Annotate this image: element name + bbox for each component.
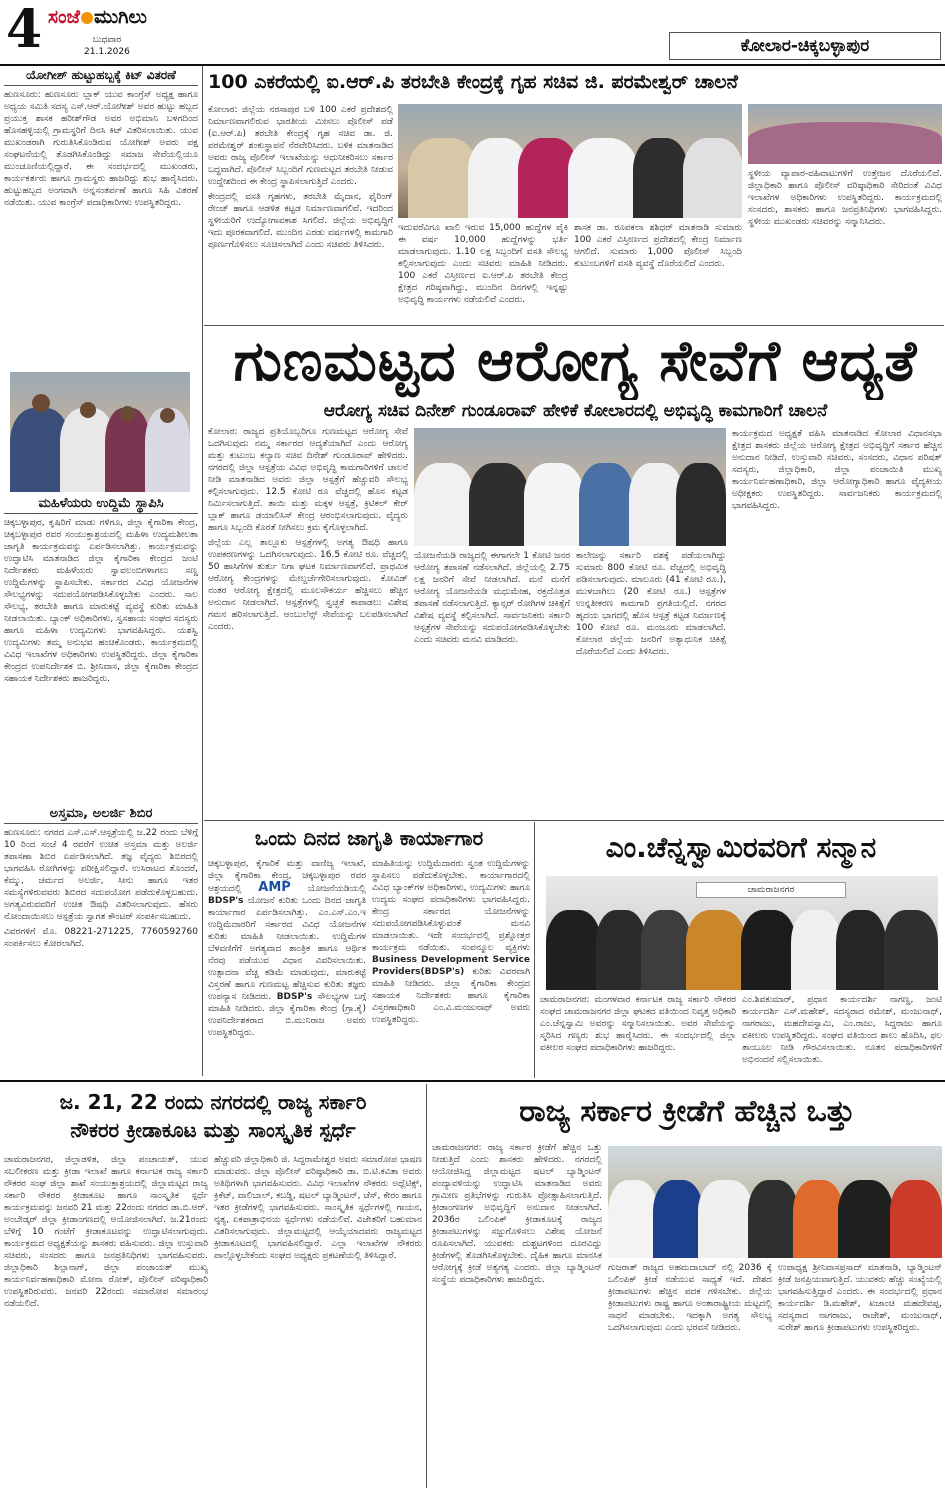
awareness-heading: ಒಂದು ದಿನದ ಜಾಗೃತಿ ಕಾರ್ಯಾಗಾರ [254, 826, 484, 850]
chinnaswamy-photo [546, 876, 938, 990]
divider [0, 1080, 945, 1082]
irp-heading: 100 ಎಕರೆಯಲ್ಲಿ ಐ.ಆರ್.ಪಿ ತರಬೇತಿ ಕೇಂದ್ರಕ್ಕೆ ಗೃಹ ಸಚಿವ ಜಿ. ಪರಮೇಶ್ವರ್ ಚಾಲನೆ [208, 71, 738, 93]
divider [204, 325, 944, 326]
allergy-heading: ಅಸ್ತಮಾ, ಅಲರ್ಜಿ ಶಿಬಿರ [4, 806, 198, 824]
photo-figure [469, 463, 529, 546]
brand-word-b: ಮುಗಿಲು [94, 6, 147, 28]
kit-body: ಹುಣಸೂರು: ಹುಣಸೂರು ಬ್ಲಾಕ್ ಯುವ ಕಾಂಗ್ರೆಸ್ ಅಧ್ಯಕ್ಷ ಹಾಗೂ ಅಧ್ಯಯ ಸಮಿತಿ ಸದಸ್ಯ ಎಸ್.ಆರ್.ಯೋಗೀಶ್ ಅವರ ಹುಟ್ಟು ಹಬ್ಬದ ಪ್ರಯುಕ್ತ ಶಾಸಕ ಹರೀಶ್‌ಗೌಡ ಅವರ ಅಭಿಮಾನಿ ಬಳಗದಿಂದ ಹೊಸಹಳ್ಳಿಯಲ್ಲಿ ಗ್ರಾಮಸ್ಥರಿಗೆ ದಿನಸಿ ಕಿಟ್ ವಿತರಿಸಲಾಯಿತು. ಯುವ ಮುಖಂಡರಾಗಿ ಗುರುತಿಸಿಕೊಂಡಿರುವ ಯೋಗೀಶ್ ಅವರು ಪಕ್ಷ ಸಂಘಟನೆಯಲ್ಲಿ ತೊಡಗಿಸಿಕೊಂಡಿದ್ದು ಸಮಾಜ ಸೇವೆಯಲ್ಲಿಯೂ ಮುಂಚೂಣಿಯಲ್ಲಿದ್ದಾರೆ. ಈ ಸಂದರ್ಭದಲ್ಲಿ ಮುಖಂಡರು, ಕಾರ್ಯಕರ್ತರು ಹಾಗೂ ಗ್ರಾಮಸ್ಥರು ಹಾಜರಿದ್ದು ಶುಭ ಹಾರೈಸಿದರು. ಹುಟ್ಟುಹಬ್ಬದ ಅಂಗವಾಗಿ ಅನ್ನಸಂತರ್ಪಣೆ ಹಾಗೂ ಸಿಹಿ ವಿತರಣೆ ನಡೆಯಿತು. ಯುವ ಕಾಂಗ್ರೆಸ್ ಪದಾಧಿಕಾರಿಗಳು ಉಪಸ್ಥಿತರಿದ್ದರು. [4, 90, 198, 208]
brand-word-a: ಸಂಜೆ [48, 6, 81, 28]
statesports-col1 [432, 1142, 602, 1488]
health-col4 [576, 550, 726, 816]
sun-icon [81, 12, 93, 24]
chinnaswamy-col2 [742, 994, 942, 1076]
statesports-body-1: ಚಾಮರಾಜನಗರ: ರಾಜ್ಯ ಸರ್ಕಾರ ಕ್ರೀಡೆಗೆ ಹೆಚ್ಚಿನ ಒತ್ತು ನೀಡುತ್ತಿದೆ ಎಂದು ಶಾಸಕರು ಹೇಳಿದರು. ನಗರದಲ್ಲಿ ಆಯೋಜಿಸಿದ್ದ ಜಿಲ್ಲಾಮಟ್ಟದ ಷಟಲ್ ಬ್ಯಾಡ್ಮಿಂಟನ್ ಪಂದ್ಯಾವಳಿಯನ್ನು ಉದ್ಘಾಟಿಸಿ ಮಾತನಾಡಿದ ಅವರು ಗ್ರಾಮೀಣ ಪ್ರತಿಭೆಗಳನ್ನು ಗುರುತಿಸಿ ಪ್ರೋತ್ಸಾಹಿಸಲಾಗುತ್ತಿದೆ. ಕ್ರೀಡಾಂಗಣಗಳ ಅಭಿವೃದ್ಧಿಗೆ ಅನುದಾನ ನೀಡಲಾಗಿದೆ. 2036ರ ಒಲಿಂಪಿಕ್ ಕ್ರೀಡಾಕೂಟಕ್ಕೆ ರಾಜ್ಯದ ಕ್ರೀಡಾಪಟುಗಳನ್ನು ಸಜ್ಜುಗೊಳಿಸಲು ವಿಶೇಷ ಯೋಜನೆ ರೂಪಿಸಲಾಗಿದೆ. ಯುವಕರು ದುಶ್ಚಟಗಳಿಂದ ದೂರವಿದ್ದು ಕ್ರೀಡೆಗಳಲ್ಲಿ ತೊಡಗಿಸಿಕೊಳ್ಳಬೇಕು. ದೈಹಿಕ ಹಾಗೂ ಮಾನಸಿಕ ಆರೋಗ್ಯಕ್ಕೆ ಕ್ರೀಡೆ ಅತ್ಯಗತ್ಯ ಎಂದರು. ಜಿಲ್ಲಾ ಬ್ಯಾಡ್ಮಿಂಟನ್ ಸಂಸ್ಥೆಯ ಪದಾಧಿಕಾರಿಗಳು ಹಾಜರಿದ್ದರು. [432, 1143, 602, 1285]
irp-photo [398, 104, 742, 218]
irp-body-4: ಶಾಸಕ ಡಾ. ರೂಪಕಲಾ ಶಶಿಧರ್ ಮಾತನಾಡಿ ಸುಮಾರು 100 ಎಕರೆ ವಿಸ್ತೀರ್ಣದ ಪ್ರದೇಶದಲ್ಲಿ ಕೇಂದ್ರ ನಿರ್ಮಾಣ ಆಗಲಿದೆ. ಸುಮಾರು 1,000 ಪೊಲೀಸ್ ಸಿಬ್ಬಂದಿ ಕುಟುಂಬಗಳಿಗೆ ವಸತಿ ವ್ಯವಸ್ಥೆ ದೊರೆಯಲಿದೆ ಎಂದರು. [574, 223, 742, 269]
awareness-body-2b: ಕುರಿತು ವಿವರವಾಗಿ ಮಾಹಿತಿ ನೀಡಿದರು. ಜಿಲ್ಲಾ ಕೈಗಾರಿಕಾ ಕೇಂದ್ರದ ಸಹಾಯಕ ನಿರ್ದೇಶಕರು ಹಾಗೂ ಕೈಗಾರಿಕಾ ವಿಸ್ತರಣಾಧಿಕಾರಿ ಎಂ.ವಿ.ಮಂಜುನಾಥ್ ಅವರು ಉಪಸ್ಥಿತರಿದ್ದರು. [372, 967, 530, 1025]
divider [204, 820, 944, 821]
awareness-heading-box [208, 826, 530, 856]
health-photo [414, 428, 726, 546]
health-body-1: ಕೋಲಾರ: ರಾಜ್ಯದ ಪ್ರತಿಯೊಬ್ಬರಿಗೂ ಗುಣಮಟ್ಟದ ಆರೋಗ್ಯ ಸೇವೆ ಒದಗಿಸುವುದು ನಮ್ಮ ಸರ್ಕಾರದ ಆದ್ಯತೆಯಾಗಿದೆ ಎಂದು ಆರೋಗ್ಯ ಮತ್ತು ಕುಟುಂಬ ಕಲ್ಯಾಣ ಸಚಿವ ದಿನೇಶ್ ಗುಂಡೂರಾವ್ ಹೇಳಿದರು. ನಗರದಲ್ಲಿ ಜಿಲ್ಲಾ ಆಸ್ಪತ್ರೆಯ ವಿವಿಧ ಅಭಿವೃದ್ಧಿ ಕಾಮಗಾರಿಗಳಿಗೆ ಚಾಲನೆ ನೀಡಿ ಮಾತನಾಡಿದ ಅವರು ಜಿಲ್ಲಾ ಆಸ್ಪತ್ರೆಗೆ ಹೆಚ್ಚುವರಿ ಸೌಲಭ್ಯ ಕಲ್ಪಿಸಲಾಗುವುದು. 12.5 ಕೋಟಿ ರೂ ವೆಚ್ಚದಲ್ಲಿ ಹೊಸ ಕಟ್ಟಡ ನಿರ್ಮಿಸಲಾಗುತ್ತಿದೆ. ತಾಯಿ ಮತ್ತು ಮಕ್ಕಳ ಆಸ್ಪತ್ರೆ, ಕ್ರಿಟಿಕಲ್ ಕೇರ್ ಬ್ಲಾಕ್ ಹಾಗೂ ಡಯಾಲಿಸಿಸ್ ಕೇಂದ್ರ ಆರಂಭಿಸಲಾಗುವುದು. ವೈದ್ಯರು ಹಾಗೂ ಸಿಬ್ಬಂದಿ ಕೊರತೆ ನೀಗಿಸಲು ಕ್ರಮ ಕೈಗೊಳ್ಳಲಾಗಿದೆ. [208, 427, 408, 533]
health-subheading-box [208, 400, 943, 424]
column-divider [534, 822, 535, 1078]
awareness-body-1d: ಸೌಲಭ್ಯಗಳ ಬಗ್ಗೆ ಮಾಹಿತಿ ನೀಡಿದರು. ಜಿಲ್ಲಾ ಕೈಗಾರಿಕಾ ಕೇಂದ್ರ (ಗ್ರಾ.ಕೈ) ಉಪನಿರ್ದೇಶಕರಾದ ಬಿ.ಮುನಿರಾಜ ಅವರು ಉಪಸ್ಥಿತರಿದ್ದರು. [208, 992, 366, 1038]
photo-figure [683, 138, 742, 218]
staffsports-heading-2: ನೌಕರರ ಕ್ರೀಡಾಕೂಟ ಮತ್ತು ಸಾಂಸ್ಕೃತಿಕ ಸ್ಪರ್ಧೆ [70, 1118, 356, 1142]
masthead [0, 0, 945, 64]
irp-col5 [748, 168, 942, 322]
amp-label: AMP [258, 880, 291, 895]
masthead-rule [0, 64, 945, 66]
allergy-body: ಹುಣಸೂರು: ನಗರದ ಎಸ್.ಎಸ್.ಆಸ್ಪತ್ರೆಯಲ್ಲಿ ಜ.22 ರಂದು ಬೆಳಿಗ್ಗೆ 10 ರಿಂದ ಸಂಜೆ 4 ರವರೆಗೆ ಉಚಿತ ಅಸ್ತಮಾ ಮತ್ತು ಅಲರ್ಜಿ ತಪಾಸಣಾ ಶಿಬಿರ ಏರ್ಪಡಿಸಲಾಗಿದೆ. ತಜ್ಞ ವೈದ್ಯರು ಶಿಬಿರದಲ್ಲಿ ಭಾಗವಹಿಸಿ ರೋಗಿಗಳನ್ನು ಪರೀಕ್ಷಿಸಲಿದ್ದಾರೆ. ಉಸಿರಾಟದ ತೊಂದರೆ, ಕೆಮ್ಮು, ಚರ್ಮದ ಅಲರ್ಜಿ, ಸೀನು ಹಾಗೂ ಇತರ ಸಮಸ್ಯೆಗಳಿರುವವರು ಶಿಬಿರದ ಸದುಪಯೋಗ ಪಡೆದುಕೊಳ್ಳಬಹುದು. ಅಗತ್ಯವಿರುವವರಿಗೆ ಉಚಿತ ಔಷಧಿ ವಿತರಿಸಲಾಗುವುದು. ಹೆಸರು ನೋಂದಾಯಿಸಲು ಆಸ್ಪತ್ರೆಯ ಸ್ವಾಗತ ಕೌಂಟರ್ ಸಂಪರ್ಕಿಸಬಹುದು. [4, 828, 198, 922]
statesports-col3 [778, 1262, 942, 1488]
irp-body-3: ಇದುವರೆವಿಗೂ ಖಾಲಿ ಇರುವ 15,000 ಹುದ್ದೆಗಳ ಪೈಕಿ ಈ ವರ್ಷ 10,000 ಹುದ್ದೆಗಳನ್ನು ಭರ್ತಿ ಮಾಡಲಾಗುವುದು. 1.10 ಲಕ್ಷ ಸಿಬ್ಬಂದಿಗೆ ವಸತಿ ಸೌಲಭ್ಯ ಕಲ್ಪಿಸಲಾಗುವುದು ಎಂದು ಸಚಿವರು ಮಾಹಿತಿ ನೀಡಿದರು. 100 ಎಕರೆ ವಿಸ್ತೀರ್ಣದ ಐ.ಆರ್.ಪಿ ತರಬೇತಿ ಕೇಂದ್ರ ಕ್ಷೇತ್ರದ ಗರಿಷ್ಠವಾಗಿದ್ದು, ಮುಂದಿನ ದಿನಗಳಲ್ಲಿ ಇನ್ನಷ್ಟು ಅಭಿವೃದ್ಧಿ ಕಾರ್ಯಗಳು ನಡೆಯಲಿವೆ ಎಂದರು. [398, 223, 568, 305]
photo-figure [524, 463, 584, 546]
health-body-4: ಕಾಲೇಜನ್ನು ಸರ್ಕಾರಿ ವಶಕ್ಕೆ ಪಡೆಯಲಾಗಿದ್ದು ಸುಮಾರು 800 ಕೋಟಿ ರೂ. ವೆಚ್ಚದಲ್ಲಿ ಅಭಿವೃದ್ಧಿ ಪಡಿಸಲಾಗುವುದು. ಮಾಲೂರು (41 ಕೋಟಿ ರೂ.), ಮುಳಬಾಗಿಲು (20 ಕೋಟಿ ರೂ.) ಆಸ್ಪತ್ರೆಗಳ ಉನ್ನತೀಕರಣ ಕಾಮಗಾರಿ ಪ್ರಗತಿಯಲ್ಲಿದೆ. ನಗರದ ಹೃದಯ ಭಾಗದಲ್ಲಿ ಹೊಸ ಆಸ್ಪತ್ರೆ ಕಟ್ಟಡ ನಿರ್ಮಾಣಕ್ಕೆ 100 ಕೋಟಿ ರೂ. ಮಂಜೂರು ಮಾಡಲಾಗಿದೆ. ಕೋಲಾರ ಜಿಲ್ಲೆಯ ಜನರಿಗೆ ಅತ್ಯಾಧುನಿಕ ಚಿಕಿತ್ಸೆ ದೊರೆಯಲಿದೆ ಎಂದು ತಿಳಿಸಿದರು. [576, 551, 726, 657]
photo-figure [748, 122, 942, 164]
bdsp-label: BDSP's [208, 896, 244, 906]
irp-heading-box [208, 70, 943, 100]
udyami-photo [10, 372, 190, 492]
health-col3 [414, 550, 570, 816]
staffsports-col2 [214, 1154, 422, 1488]
chinnaswamy-heading: ಎಂ.ಚೆನ್ನಸ್ವಾಮಿರವರಿಗೆ ಸನ್ಮಾನ [605, 831, 877, 864]
health-body-2: ಜಿಲ್ಲೆಯ ಎಲ್ಲ ತಾಲ್ಲೂಕು ಆಸ್ಪತ್ರೆಗಳಲ್ಲಿ ಅಗತ್ಯ ಔಷಧಿ ಹಾಗೂ ಉಪಕರಣಗಳನ್ನು ಒದಗಿಸಲಾಗುವುದು. 16.5 ಕೋಟಿ ರೂ. ವೆಚ್ಚದಲ್ಲಿ 50 ಹಾಸಿಗೆಗಳ ತುರ್ತು ನಿಗಾ ಘಟಕ ನಿರ್ಮಾಣವಾಗಲಿದೆ. ಪ್ರಾಥಮಿಕ ಆರೋಗ್ಯ ಕೇಂದ್ರಗಳನ್ನು ಮೇಲ್ದರ್ಜೆಗೇರಿಸಲಾಗುವುದು. ಕೋವಿಡ್ ನಂತರ ಆರೋಗ್ಯ ಕ್ಷೇತ್ರದಲ್ಲಿ ಮೂಲಸೌಕರ್ಯ ಹೆಚ್ಚಿಸಲು ಹೆಚ್ಚಿನ ಅನುದಾನ ನೀಡಲಾಗಿದೆ. ಆಸ್ಪತ್ರೆಗಳಲ್ಲಿ ಸ್ವಚ್ಛತೆ ಕಾಪಾಡಲು ವಿಶೇಷ ಗಮನ ಹರಿಸಲಾಗುತ್ತಿದೆ. ಆಂಬುಲೆನ್ಸ್ ಸೇವೆಯನ್ನು ಬಲಪಡಿಸಲಾಗಿದೆ ಎಂದರು. [208, 538, 408, 632]
photo-head [32, 394, 50, 412]
column-divider [426, 1084, 427, 1488]
statesports-col2 [608, 1262, 772, 1488]
kit-article [4, 68, 198, 368]
awareness-body-1b: ಯೋಜನೆಯಡಿಯಲ್ಲಿ [307, 884, 366, 894]
photo-figure [676, 463, 726, 546]
staffsports-body-1: ಚಾಮರಾಜನಗರ, ಜಿಲ್ಲಾಡಳಿತ, ಜಿಲ್ಲಾ ಪಂಚಾಯತ್, ಯುವ ಸಬಲೀಕರಣ ಮತ್ತು ಕ್ರೀಡಾ ಇಲಾಖೆ ಹಾಗೂ ಕರ್ನಾಟಕ ರಾಜ್ಯ ಸರ್ಕಾರಿ ನೌಕರರ ಸಂಘ ಜಿಲ್ಲಾ ಶಾಖೆ ಸಂಯುಕ್ತಾಶ್ರಯದಲ್ಲಿ ಜಿಲ್ಲಾಮಟ್ಟದ ರಾಜ್ಯ ಸರ್ಕಾರಿ ನೌಕರರ ಕ್ರೀಡಾಕೂಟ ಹಾಗೂ ಸಾಂಸ್ಕೃತಿಕ ಸ್ಪರ್ಧೆ ಕಾರ್ಯಕ್ರಮವನ್ನು ಜನವರಿ 21 ಮತ್ತು 22ರಂದು ನಗರದ ಡಾ.ಬಿ.ಆರ್. ಅಂಬೇಡ್ಕರ್ ಜಿಲ್ಲಾ ಕ್ರೀಡಾಂಗಣದಲ್ಲಿ ಆಯೋಜಿಸಲಾಗಿದೆ. ಜ.21ರಂದು ಬೆಳಿಗ್ಗೆ 10 ಗಂಟೆಗೆ ಕ್ರೀಡಾಕೂಟವನ್ನು ಉದ್ಘಾಟಿಸಲಾಗುವುದು. ಕಾರ್ಯಕ್ರಮದ ಅಧ್ಯಕ್ಷತೆಯನ್ನು ಶಾಸಕರು ವಹಿಸುವರು. ಜಿಲ್ಲಾ ಉಸ್ತುವಾರಿ ಸಚಿವರು, ಸಂಸದರು ಹಾಗೂ ಜನಪ್ರತಿನಿಧಿಗಳು ಭಾಗವಹಿಸುವರು. ಜಿಲ್ಲಾಧಿಕಾರಿ ಶಿಲ್ಪಾನಾಗ್, ಜಿಲ್ಲಾ ಪಂಚಾಯತ್ ಮುಖ್ಯ ಕಾರ್ಯನಿರ್ವಹಣಾಧಿಕಾರಿ ಮೋನಾ ರೋತ್, ಪೊಲೀಸ್ ವರಿಷ್ಠಾಧಿಕಾರಿ ಉಪಸ್ಥಿತರಿರುವರು. ಜನವರಿ 22ರಂದು ಸಮಾರೋಪ ಸಮಾರಂಭ ನಡೆಯಲಿದೆ. [4, 1155, 208, 1309]
dateline [84, 34, 130, 58]
irp-col1 [208, 104, 393, 319]
weekday: ಬುಧವಾರ [92, 35, 122, 45]
udyami-body: ಚಿಕ್ಕಬಳ್ಳಾಪುರ, ಕೃಷಿರಿಗೆ ಮಾಡು ಗಳಿಗೂ, ಜಿಲ್ಲಾ ಕೈಗಾರಿಕಾ ಕೇಂದ್ರ, ಚಿಕ್ಕಬಳ್ಳಾಪುರ ರವರ ಸಂಯುಕ್ತಾಶ್ರಯದಲ್ಲಿ ಮಹಿಳಾ ಉದ್ಯಮಶೀಲತಾ ಜಾಗೃತಿ ಕಾರ್ಯಕ್ರಮವನ್ನು ಏರ್ಪಡಿಸಲಾಗಿತ್ತು. ಕಾರ್ಯಕ್ರಮವನ್ನು ಉದ್ಘಾಟಿಸಿ ಮಾತನಾಡಿದ ಜಿಲ್ಲಾ ಕೈಗಾರಿಕಾ ಕೇಂದ್ರದ ಜಂಟಿ ನಿರ್ದೇಶಕರು ಮಹಿಳೆಯರು ಸ್ವಾವಲಂಬಿಗಳಾಗಲು ಸಣ್ಣ ಉದ್ದಿಮೆಗಳನ್ನು ಸ್ಥಾಪಿಸಬೇಕು. ಸರ್ಕಾರದ ವಿವಿಧ ಯೋಜನೆಗಳ ಸೌಲಭ್ಯಗಳನ್ನು ಸದುಪಯೋಗಪಡಿಸಿಕೊಳ್ಳಬೇಕು ಎಂದರು. ಸಾಲ ಸೌಲಭ್ಯ, ತರಬೇತಿ ಹಾಗೂ ಮಾರುಕಟ್ಟೆ ವ್ಯವಸ್ಥೆ ಕುರಿತು ಮಾಹಿತಿ ನೀಡಲಾಯಿತು. ಬ್ಯಾಂಕ್ ಅಧಿಕಾರಿಗಳು, ಸ್ವಸಹಾಯ ಸಂಘದ ಸದಸ್ಯರು ಹಾಗೂ ಮಹಿಳಾ ಉದ್ಯಮಿಗಳು ಭಾಗವಹಿಸಿದ್ದರು. ಯಶಸ್ವಿ ಉದ್ಯಮಿಗಳು ತಮ್ಮ ಅನುಭವ ಹಂಚಿಕೊಂಡರು. ಕಾರ್ಯಕ್ರಮದಲ್ಲಿ ವಿವಿಧ ಇಲಾಖೆಗಳ ಅಧಿಕಾರಿಗಳು ಉಪಸ್ಥಿತರಿದ್ದರು. ಜಿಲ್ಲಾ ಕೈಗಾರಿಕಾ ಕೇಂದ್ರದ ಉಪನಿರ್ದೇಶಕ ಬಿ. ಶ್ರೀನಿವಾಸ, ಜಿಲ್ಲಾ ಕೈಗಾರಿಕಾ ಕೇಂದ್ರದ ಸಹಾಯಕ ನಿರ್ದೇಶಕರು ಹಾಜರಿದ್ದರು. [4, 518, 198, 684]
health-heading-box [208, 328, 943, 400]
awareness-body-1: ಚಿಕ್ಕಬಳ್ಳಾಪುರ, ಕೈಗಾರಿಕೆ ಮತ್ತು ವಾಣಿಜ್ಯ ಇಲಾಖೆ, ಜಿಲ್ಲಾ ಕೈಗಾರಿಕಾ ಕೇಂದ್ರ, ಚಿಕ್ಕಬಳ್ಳಾಪುರ ರವರ ಆಶ್ರಯದಲ್ಲಿ [208, 859, 366, 894]
chinnaswamy-body-2: ಎಂ.ಶಿವಕುಮಾರ್, ಪ್ರಧಾನ ಕಾರ್ಯದರ್ಶಿ ನಾಗಣ್ಣ, ಜಂಟಿ ಕಾರ್ಯದರ್ಶಿ ಎಸ್.ಮಹೇಶ್, ಸದಸ್ಯರಾದ ರಮೇಶ್, ಮಂಜುನಾಥ್, ನಾಗರಾಜು, ಮಹದೇವಸ್ವಾಮಿ, ಎಂ.ರಾಜು, ಸಿದ್ದರಾಜು ಹಾಗೂ ವಕೀಲರು ಉಪಸ್ಥಿತರಿದ್ದರು. ಸಂಘದ ವತಿಯಿಂದ ಶಾಲು ಹೊದಿಸಿ, ಫಲ ತಾಂಬೂಲ ನೀಡಿ ಗೌರವಿಸಲಾಯಿತು. ನೂತನ ಪದಾಧಿಕಾರಿಗಳಿಗೆ ಅಭಿನಂದನೆ ಸಲ್ಲಿಸಲಾಯಿತು. [742, 995, 942, 1065]
photo-figure [836, 910, 886, 990]
staffsports-body-2: ಹೆಚ್ಚುವರಿ ಜಿಲ್ಲಾಧಿಕಾರಿ ಜಿ. ಸಿದ್ದರಾಮೇಶ್ವರ ಅವರು ಸಮಾರೋಪ ಭಾಷಣ ಮಾಡುವರು. ಜಿಲ್ಲಾ ಪೊಲೀಸ್ ವರಿಷ್ಠಾಧಿಕಾರಿ ಡಾ. ಬಿ.ಟಿ.ಕವಿತಾ ಅವರು ಅತಿಥಿಗಳಾಗಿ ಭಾಗವಹಿಸುವರು. ವಿವಿಧ ಇಲಾಖೆಗಳ ನೌಕರರು ಅಥ್ಲೆಟಿಕ್ಸ್, ಕ್ರಿಕೆಟ್, ವಾಲಿಬಾಲ್, ಕಬಡ್ಡಿ, ಷಟಲ್ ಬ್ಯಾಡ್ಮಿಂಟನ್, ಚೆಸ್, ಕೇರಂ ಹಾಗೂ ಇತರ ಕ್ರೀಡೆಗಳಲ್ಲಿ ಭಾಗವಹಿಸುವರು. ಸಾಂಸ್ಕೃತಿಕ ಸ್ಪರ್ಧೆಗಳಲ್ಲಿ ಗಾಯನ, ನೃತ್ಯ, ಏಕಪಾತ್ರಾಭಿನಯ ಸ್ಪರ್ಧೆಗಳು ನಡೆಯಲಿವೆ. ವಿಜೇತರಿಗೆ ಬಹುಮಾನ ವಿತರಿಸಲಾಗುವುದು. ಜಿಲ್ಲಾಮಟ್ಟದಲ್ಲಿ ಆಯ್ಕೆಯಾದವರು ರಾಜ್ಯಮಟ್ಟದ ಕ್ರೀಡಾಕೂಟದಲ್ಲಿ ಭಾಗವಹಿಸಲಿದ್ದಾರೆ. ಎಲ್ಲಾ ಇಲಾಖೆಗಳ ನೌಕರರು ಪಾಲ್ಗೊಳ್ಳಬೇಕೆಂದು ಸಂಘದ ಅಧ್ಯಕ್ಷರು ಪ್ರಕಟಣೆಯಲ್ಲಿ ತಿಳಿಸಿದ್ದಾರೆ. [214, 1155, 422, 1261]
photo-figure [414, 463, 474, 546]
staffsports-col1 [4, 1154, 208, 1488]
photo-head [120, 406, 135, 421]
awareness-body-2: ಮಾಹಿತಿಯನ್ನು ಉದ್ದಿಮೆದಾರರು ಸ್ವಂತ ಉದ್ದಿಮೆಗಳನ್ನು ಸ್ಥಾಪಿಸಲು ಪಡೆದುಕೊಳ್ಳಬೇಕು. ಕಾರ್ಯಾಗಾರದಲ್ಲಿ ವಿವಿಧ ಬ್ಯಾಂಕ್‌ಗಳ ಅಧಿಕಾರಿಗಳು, ಉದ್ಯಮಿಗಳು ಹಾಗೂ ಉದ್ಯಮ ಸಂಘದ ಪದಾಧಿಕಾರಿಗಳು ಭಾಗವಹಿಸಿದ್ದರು. ಕೇಂದ್ರ ಸರ್ಕಾರದ ಯೋಜನೆಗಳನ್ನು ಸದುಪಯೋಗಪಡಿಸಿಕೊಳ್ಳುವಂತೆ ಮನವಿ ಮಾಡಲಾಯಿತು. ಇದೇ ಸಂದರ್ಭದಲ್ಲಿ ಪ್ರಶ್ನೋತ್ತರ ಕಾರ್ಯಕ್ರಮ ನಡೆಯಿತು. ಸಂಪನ್ಮೂಲ ವ್ಯಕ್ತಿಗಳು [372, 859, 530, 953]
photo-figure [890, 1180, 942, 1258]
irp-col3 [398, 222, 568, 322]
photo-figure [791, 910, 841, 990]
chinnaswamy-heading-box [540, 826, 942, 872]
irp-photo-2 [748, 104, 942, 164]
irp-body-5: ಸ್ಥಳೀಯ ವ್ಯಾಪಾರ-ವಹಿವಾಟುಗಳಿಗೆ ಉತ್ತೇಜನ ದೊರೆಯಲಿದೆ. ಜಿಲ್ಲಾಧಿಕಾರಿ ಹಾಗೂ ಪೊಲೀಸ್ ವರಿಷ್ಠಾಧಿಕಾರಿ ಸೇರಿದಂತೆ ವಿವಿಧ ಇಲಾಖೆಗಳ ಅಧಿಕಾರಿಗಳು ಉಪಸ್ಥಿತರಿದ್ದರು. ಕಾರ್ಯಕ್ರಮದಲ್ಲಿ ಸಂಸದರು, ಶಾಸಕರು ಹಾಗೂ ಜನಪ್ರತಿನಿಧಿಗಳು ಭಾಗವಹಿಸಿದ್ದರು. ಸ್ಥಳೀಯ ಮುಖಂಡರು ಸಚಿವರನ್ನು ಸನ್ಮಾನಿಸಿದರು. [748, 169, 942, 227]
statesports-body-3: ಉಪಾಧ್ಯಕ್ಷ ಶ್ರೀನಿವಾಸಪ್ರಸಾದ್ ಮಾತನಾಡಿ, ಬ್ಯಾಡ್ಮಿಂಟನ್ ಕ್ರೀಡೆ ಜನಪ್ರಿಯವಾಗುತ್ತಿದೆ. ಯುವಕರು ಹೆಚ್ಚು ಸಂಖ್ಯೆಯಲ್ಲಿ ಭಾಗವಹಿಸುತ್ತಿದ್ದಾರೆ ಎಂದರು. ಈ ಸಂದರ್ಭದಲ್ಲಿ ಪ್ರಧಾನ ಕಾರ್ಯದರ್ಶಿ ಡಿ.ಮಹೇಶ್, ಖಜಾಂಚಿ ಮಹದೇವಪ್ಪ, ಸದಸ್ಯರಾದ ನಾಗರಾಜು, ರಾಜೇಶ್, ಮಂಜುನಾಥ್, ಸುರೇಶ್ ಹಾಗೂ ಕ್ರೀಡಾಪಟುಗಳು ಉಪಸ್ಥಿತರಿದ್ದರು. [778, 1263, 942, 1333]
irp-body-1: ಕೋಲಾರ: ಜಿಲ್ಲೆಯ ನರಸಾಪುರ ಬಳಿ 100 ಎಕರೆ ಪ್ರದೇಶದಲ್ಲಿ ನಿರ್ಮಾಣವಾಗಲಿರುವ ಭಾರತೀಯ ಮೀಸಲು ಪೊಲೀಸ್ ಪಡೆ (ಐ.ಆರ್.ಪಿ) ತರಬೇತಿ ಕೇಂದ್ರಕ್ಕೆ ಗೃಹ ಸಚಿವ ಡಾ. ಜಿ. ಪರಮೇಶ್ವರ್ ಶಂಕುಸ್ಥಾಪನೆ ನೆರವೇರಿಸಿದರು. ಬಳಿಕ ಮಾತನಾಡಿದ ಅವರು ರಾಜ್ಯ ಪೊಲೀಸ್ ಇಲಾಖೆಯನ್ನು ಆಧುನೀಕರಿಸಲು ಸರ್ಕಾರ ಬದ್ಧವಾಗಿದೆ. ಪೊಲೀಸ್ ಸಿಬ್ಬಂದಿಗೆ ಗುಣಮಟ್ಟದ ತರಬೇತಿ ನೀಡುವ ಉದ್ದೇಶದಿಂದ ಈ ಕೇಂದ್ರ ಸ್ಥಾಪಿಸಲಾಗುತ್ತಿದೆ ಎಂದರು. [208, 105, 393, 187]
bdsp-label-2: BDSP's [276, 992, 313, 1002]
issue-date: 21.1.2026 [84, 47, 130, 57]
photo-banner: ಚಾಮರಾಜನಗರ [696, 882, 846, 898]
health-body-3: ಯೋಜನೆಯಡಿ ರಾಜ್ಯದಲ್ಲಿ ಈಗಾಗಲೇ 1 ಕೋಟಿ ಜನರ ಆರೋಗ್ಯ ತಪಾಸಣೆ ನಡೆಸಲಾಗಿದೆ. ಜಿಲ್ಲೆಯಲ್ಲಿ 2.75 ಲಕ್ಷ ಜನರಿಗೆ ಸೇವೆ ನೀಡಲಾಗಿದೆ. ಮನೆ ಮನೆಗೆ ಆರೋಗ್ಯ ಯೋಜನೆಯಡಿ ಮಧುಮೇಹ, ರಕ್ತದೊತ್ತಡ ತಪಾಸಣೆ ನಡೆಸಲಾಗುತ್ತಿದೆ. ಕ್ಯಾನ್ಸರ್ ರೋಗಿಗಳ ಚಿಕಿತ್ಸೆಗೆ ವಿಶೇಷ ವ್ಯವಸ್ಥೆ ಕಲ್ಪಿಸಲಾಗಿದೆ. ಸಾರ್ವಜನಿಕರು ಸರ್ಕಾರಿ ಆಸ್ಪತ್ರೆಗಳ ಸೇವೆಯನ್ನು ಸದುಪಯೋಗಪಡಿಸಿಕೊಳ್ಳಬೇಕು ಎಂದು ಸಚಿವರು ಮನವಿ ಮಾಡಿದರು. [414, 551, 570, 645]
photo-figure [568, 138, 638, 218]
chinnaswamy-body-1: ಚಾಮರಾಜನಗರ: ಮಂಗಳವಾರ ಕರ್ನಾಟಕ ರಾಜ್ಯ ಸರ್ಕಾರಿ ನೌಕರರ ಸಂಘದ ಚಾಮರಾಜನಗರ ಜಿಲ್ಲಾ ಘಟಕದ ವತಿಯಿಂದ ನಿವೃತ್ತ ಅಧಿಕಾರಿ ಎಂ.ಚೆನ್ನಸ್ವಾಮಿ ಅವರನ್ನು ಸನ್ಮಾನಿಸಲಾಯಿತು. ಅವರ ಸೇವೆಯನ್ನು ಸ್ಮರಿಸಿದ ಗಣ್ಯರು ಶುಭ ಹಾರೈಸಿದರು. ಈ ಸಂದರ್ಭದಲ್ಲಿ ಜಿಲ್ಲಾ ವಕೀಲರ ಸಂಘದ ಪದಾಧಿಕಾರಿಗಳು ಹಾಜರಿದ್ದರು. [540, 995, 736, 1053]
udyami-heading: ಮಹಿಳೆಯರು ಉದ್ದಿಮೆ ಸ್ಥಾಪಿಸಿ [4, 496, 198, 514]
awareness-body-1c: ಯೋಜನೆ ಕುರಿತು ಒಂದು ದಿನದ ಜಾಗೃತಿ ಕಾರ್ಯಾಗಾರ ಏರ್ಪಡಿಸಲಾಗಿತ್ತು. ಎಂ.ಎಸ್.ಎಂ.ಇ ಉದ್ದಿಮೆದಾರರಿಗೆ ಸರ್ಕಾರದ ವಿವಿಧ ಯೋಜನೆಗಳ ಕುರಿತು ಮಾಹಿತಿ ನೀಡಲಾಯಿತು. ಉದ್ದಿಮೆಗಳ ಬೆಳವಣಿಗೆಗೆ ಅಗತ್ಯವಾದ ತಾಂತ್ರಿಕ ಹಾಗೂ ಆರ್ಥಿಕ ನೆರವು ಪಡೆಯುವ ವಿಧಾನ ವಿವರಿಸಲಾಯಿತು. ಉತ್ಪಾದನಾ ವೆಚ್ಚ ಕಡಿಮೆ ಮಾಡುವುದು, ಮಾರುಕಟ್ಟೆ ವಿಸ್ತರಣೆ ಹಾಗೂ ಗುಣಮಟ್ಟ ಹೆಚ್ಚಿಸುವ ಕುರಿತು ತಜ್ಞರು ಉಪನ್ಯಾಸ ನೀಡಿದರು. [208, 896, 366, 1002]
photo-figure [653, 1180, 703, 1258]
staffsports-heading-box [4, 1088, 422, 1150]
staffsports-heading-1: ಜ. 21, 22 ರಂದು ನಗರದಲ್ಲಿ ರಾಜ್ಯ ಸರ್ಕಾರಿ [59, 1090, 367, 1114]
photo-figure [748, 1180, 798, 1258]
photo-figure [641, 910, 691, 990]
statesports-heading: ರಾಜ್ಯ ಸರ್ಕಾರ ಕ್ರೀಡೆಗೆ ಹೆಚ್ಚಿನ ಒತ್ತು [519, 1094, 855, 1129]
photo-figure [884, 910, 938, 990]
photo-figure [838, 1180, 893, 1258]
newspaper-logo [48, 6, 147, 28]
irp-body-2: ಕೇಂದ್ರದಲ್ಲಿ ವಸತಿ ಗೃಹಗಳು, ತರಬೇತಿ ಮೈದಾನ, ಫೈರಿಂಗ್ ರೇಂಜ್ ಹಾಗೂ ಆಡಳಿತ ಕಟ್ಟಡ ನಿರ್ಮಾಣವಾಗಲಿವೆ. ಇದರಿಂದ ಸ್ಥಳೀಯರಿಗೆ ಉದ್ಯೋಗಾವಕಾಶ ಸಿಗಲಿದೆ. ಜಿಲ್ಲೆಯ ಅಭಿವೃದ್ಧಿಗೆ ಇದು ಪೂರಕವಾಗಲಿದೆ. ಮುಂದಿನ ಎರಡು ವರ್ಷಗಳಲ್ಲಿ ಕಾಮಗಾರಿ ಪೂರ್ಣಗೊಳಿಸಲು ಸೂಚಿಸಲಾಗಿದೆ ಎಂದು ಸಚಿವರು ತಿಳಿಸಿದರು. [208, 192, 393, 250]
allergy-article [4, 806, 198, 1076]
irp-col4 [574, 222, 742, 322]
photo-figure [741, 910, 796, 990]
awareness-col1 [208, 858, 366, 1076]
udyami-article [4, 496, 198, 802]
allergy-contact: ವಿವರಗಳಿಗೆ ಮೊ. 08221-271225, 7760592760 ಸಂಪರ್ಕಿಸಲು ಕೋರಲಾಗಿದೆ. [4, 927, 198, 949]
section-title: ಕೋಲಾರ-ಚಿಕ್ಕಬಳ್ಳಾಪುರ [669, 32, 941, 60]
photo-figure [633, 138, 688, 218]
statesports-heading-box [432, 1088, 942, 1138]
awareness-col2 [372, 858, 530, 1076]
health-body-5: ಕಾರ್ಯಕ್ರಮದ ಅಧ್ಯಕ್ಷತೆ ವಹಿಸಿ ಮಾತನಾಡಿದ ಕೋಲಾರ ವಿಧಾನಸಭಾ ಕ್ಷೇತ್ರದ ಶಾಸಕರು ಜಿಲ್ಲೆಯ ಆರೋಗ್ಯ ಕ್ಷೇತ್ರದ ಅಭಿವೃದ್ಧಿಗೆ ಸರ್ಕಾರ ಹೆಚ್ಚಿನ ಅನುದಾನ ನೀಡಿದೆ. ಉಸ್ತುವಾರಿ ಸಚಿವರು, ಸಂಸದರು, ವಿಧಾನ ಪರಿಷತ್ ಸದಸ್ಯರು, ಜಿಲ್ಲಾಧಿಕಾರಿ, ಜಿಲ್ಲಾ ಪಂಚಾಯಿತಿ ಮುಖ್ಯ ಕಾರ್ಯನಿರ್ವಹಣಾಧಿಕಾರಿ, ಜಿಲ್ಲಾ ಆರೋಗ್ಯಾಧಿಕಾರಿ ಹಾಗೂ ವೈದ್ಯಕೀಯ ಅಧೀಕ್ಷಕರು ಉಪಸ್ಥಿತರಿದ್ದರು. ಸಾರ್ವಜನಿಕರು ಕಾರ್ಯಕ್ರಮದಲ್ಲಿ ಭಾಗವಹಿಸಿದ್ದರು. [732, 429, 942, 511]
health-col1 [208, 426, 408, 816]
page-number: 4 [6, 0, 43, 60]
health-heading: ಗುಣಮಟ್ಟದ ಆರೋಗ್ಯ ಸೇವೆಗೆ ಆದ್ಯತೆ [233, 329, 918, 394]
photo-figure [698, 1180, 753, 1258]
statesports-photo [608, 1146, 942, 1258]
health-col5 [732, 428, 942, 816]
health-subheading: ಆರೋಗ್ಯ ಸಚಿವ ದಿನೇಶ್ ಗುಂಡೂರಾವ್ ಹೇಳಿಕೆ ಕೋಲಾರದಲ್ಲಿ ಅಭಿವೃದ್ಧಿ ಕಾಮಗಾರಿಗೆ ಚಾಲನೆ [323, 401, 828, 421]
bds-title: Business Development Service Providers(BDSP's) [372, 955, 530, 977]
photo-figure [686, 910, 746, 990]
statesports-body-2: ಗುಜರಾತ್ ರಾಜ್ಯದ ಅಹಮದಾಬಾದ್ ನಲ್ಲಿ 2036 ಕ್ಕೆ ಒಲಿಂಪಿಕ್ ಕ್ರೀಡೆ ನಡೆಯುವ ಸಾಧ್ಯತೆ ಇದೆ. ದೇಶದ ಕ್ರೀಡಾಪಟುಗಳು ಹೆಚ್ಚಿನ ಪದಕ ಗಳಿಸಬೇಕು. ಜಿಲ್ಲೆಯ ಕ್ರೀಡಾಪಟುಗಳು ರಾಷ್ಟ್ರ ಹಾಗೂ ಅಂತಾರಾಷ್ಟ್ರೀಯ ಮಟ್ಟದಲ್ಲಿ ಸಾಧನೆ ಮಾಡಬೇಕು. ಇದಕ್ಕಾಗಿ ಅಗತ್ಯ ಸೌಲಭ್ಯ ಒದಗಿಸಲಾಗುವುದು ಎಂದು ಭರವಸೆ ನೀಡಿದರು. [608, 1263, 772, 1333]
photo-figure [546, 910, 601, 990]
photo-head [160, 408, 175, 423]
column-divider [202, 66, 203, 1076]
photo-figure [793, 1180, 843, 1258]
photo-figure [608, 1180, 658, 1258]
kit-heading: ಯೋಗೀಶ್ ಹುಟ್ಟುಹಬ್ಬಕ್ಕೆ ಕಿಟ್ ವಿತರಣೆ [4, 68, 198, 86]
photo-figure [579, 463, 634, 546]
photo-figure [596, 910, 646, 990]
photo-head [80, 402, 96, 418]
chinnaswamy-col1 [540, 994, 736, 1076]
